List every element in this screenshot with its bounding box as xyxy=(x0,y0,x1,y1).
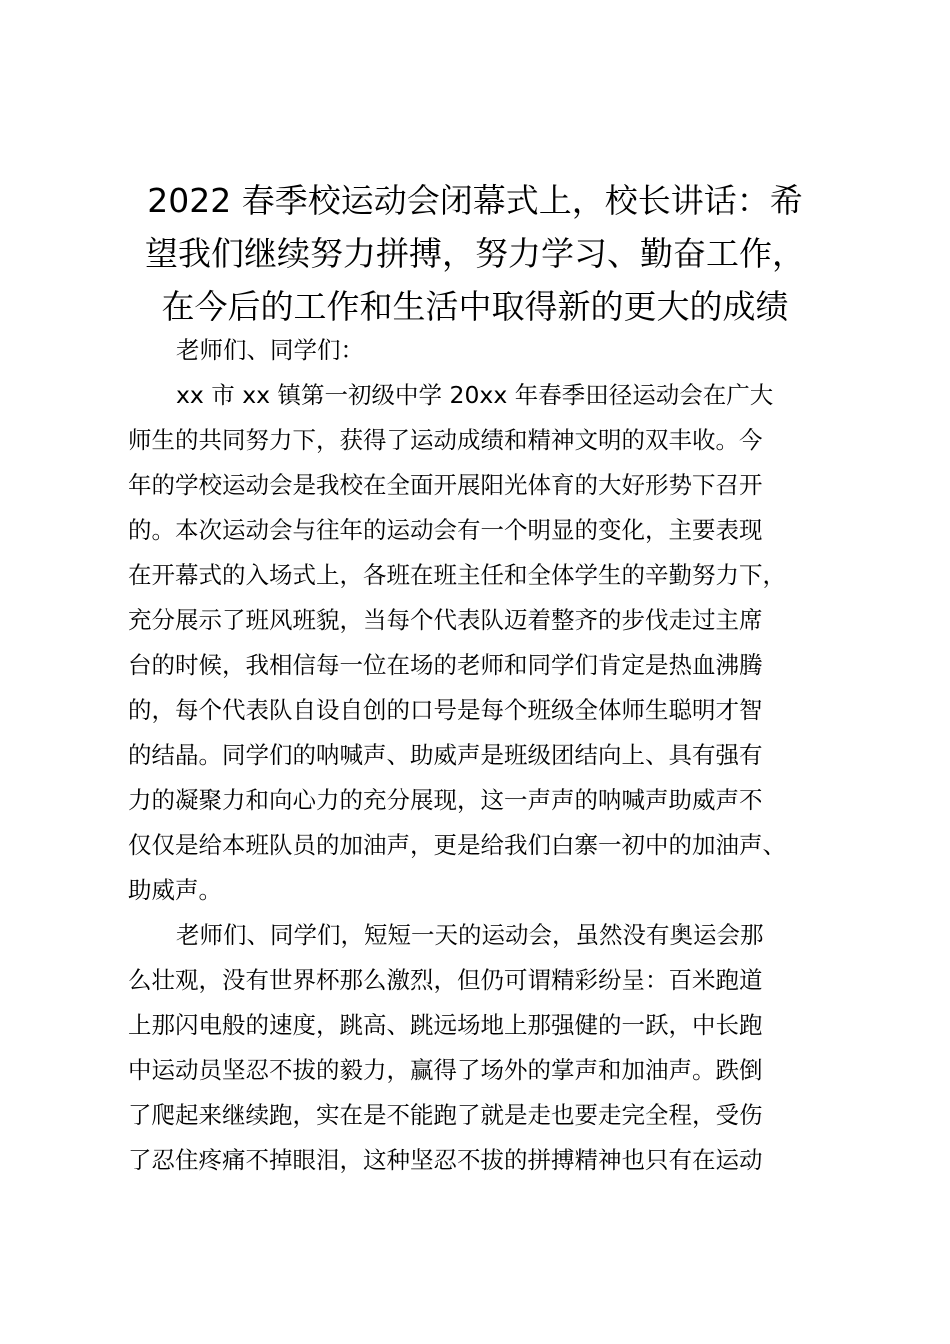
salutation: 老师们、同学们： xyxy=(176,336,364,364)
paragraph-2 xyxy=(128,913,855,1183)
text-line: 中运动员坚忍不拔的毅力，赢得了场外的掌声和加油声。跌倒 xyxy=(128,1056,763,1084)
text-line: 充分展示了班风班貌，当每个代表队迈着整齐的步伐走过主席 xyxy=(128,606,763,634)
text-line: 了爬起来继续跑，实在是不能跑了就是走也要走完全程，受伤 xyxy=(128,1101,763,1129)
salutation-paragraph xyxy=(128,328,855,373)
text-line: 师生的共同努力下，获得了运动成绩和精神文明的双丰收。今 xyxy=(128,426,763,454)
text-line: 助威声。 xyxy=(128,876,222,904)
text-line: 年的学校运动会是我校在全面开展阳光体育的大好形势下召开 xyxy=(128,471,763,499)
text-line: 仅仅是给本班队员的加油声，更是给我们白寨一初中的加油声、 xyxy=(128,831,786,859)
text-line: 的结晶。同学们的呐喊声、助威声是班级团结向上、具有强有 xyxy=(128,741,763,769)
text-line: xx 市 xx 镇第一初级中学 20xx 年春季田径运动会在广大 xyxy=(176,381,774,409)
text-line: 台的时候，我相信每一位在场的老师和同学们肯定是热血沸腾 xyxy=(128,651,763,679)
text-line: 的。本次运动会与往年的运动会有一个明显的变化，主要表现 xyxy=(128,516,763,544)
title-line: 在今后的工作和生活中取得新的更大的成绩 xyxy=(161,287,789,326)
text-line: 么壮观，没有世界杯那么激烈，但仍可谓精彩纷呈：百米跑道 xyxy=(128,966,763,994)
title-line: 望我们继续努力拼搏，努力学习、勤奋工作， xyxy=(145,234,805,273)
document-body xyxy=(128,328,855,1183)
title-line: 2022 春季校运动会闭幕式上，校长讲话：希 xyxy=(147,181,803,220)
paragraph-1 xyxy=(128,373,855,913)
text-line: 的，每个代表队自设自创的口号是每个班级全体师生聪明才智 xyxy=(128,696,763,724)
text-line: 在开幕式的入场式上，各班在班主任和全体学生的辛勤努力下， xyxy=(128,561,786,589)
text-line: 力的凝聚力和向心力的充分展现，这一声声的呐喊声助威声不 xyxy=(128,786,763,814)
text-line: 上那闪电般的速度，跳高、跳远场地上那强健的一跃，中长跑 xyxy=(128,1011,763,1039)
text-line: 老师们、同学们，短短一天的运动会，虽然没有奥运会那 xyxy=(176,921,764,949)
document-title xyxy=(110,174,840,333)
text-line: 了忍住疼痛不掉眼泪，这种坚忍不拔的拼搏精神也只有在运动 xyxy=(128,1146,763,1174)
